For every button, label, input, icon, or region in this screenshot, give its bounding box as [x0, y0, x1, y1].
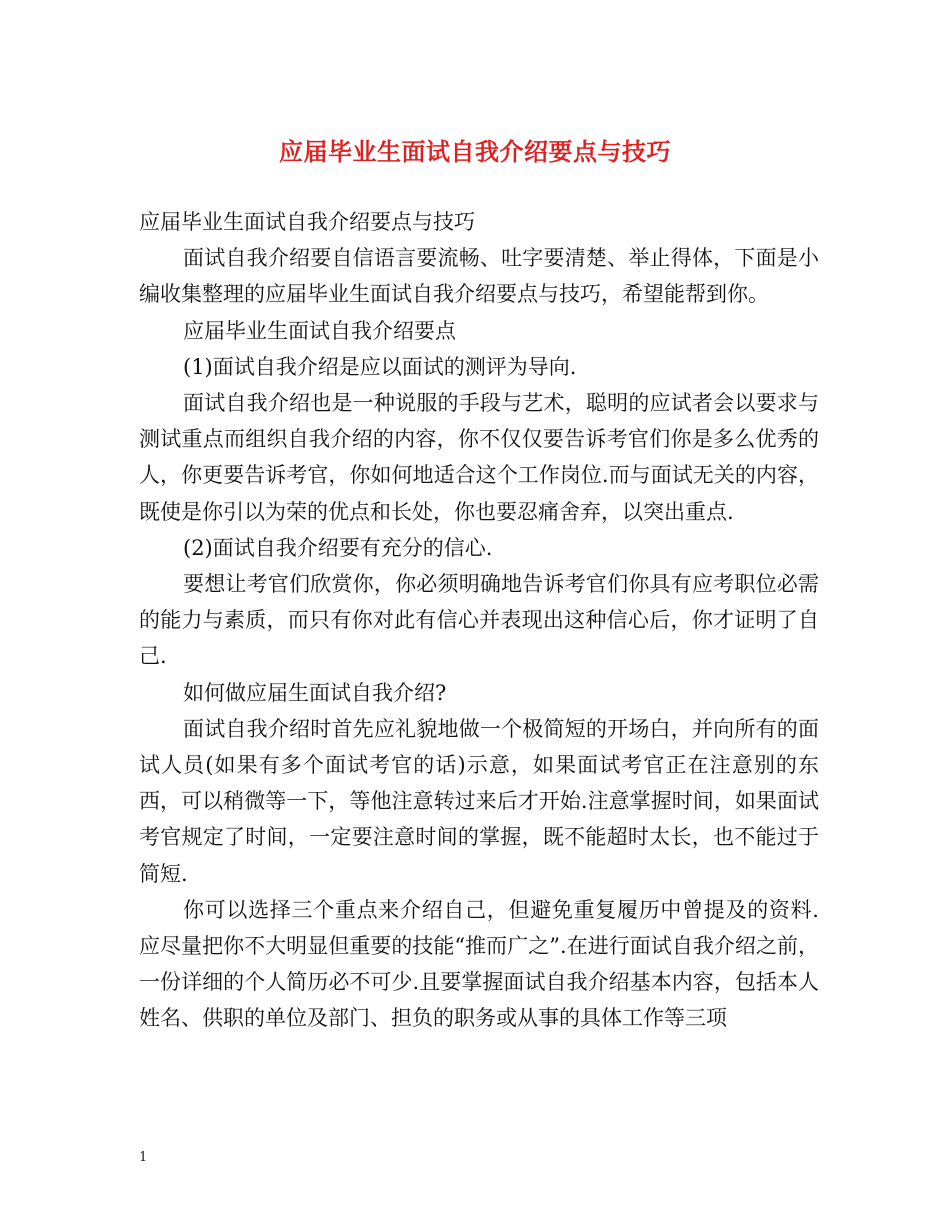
paragraph: 应届毕业生面试自我介绍要点与技巧 — [139, 210, 475, 234]
document-body — [139, 204, 819, 1037]
paragraph: (1)面试自我介绍是应以面试的测评为导向. — [183, 354, 577, 379]
paragraph: 面试自我介绍也是一种说服的手段与艺术，聪明的应试者会以要求与测试重点而组织自我介绍的内容，你不仅仅要告诉考官们你是多么优秀的人，你更要告诉考官，你如何地适合这个工作岗位.而与面试无关的内容，既使是你引以为荣的优点和长处，你也要忍痛舍弃，以突出重点. — [139, 391, 819, 524]
document-title: 应届毕业生面试自我介绍要点与技巧 — [279, 137, 671, 166]
page-number: 1 — [139, 1150, 148, 1165]
section-heading: 应届毕业生面试自我介绍要点 — [183, 318, 456, 343]
paragraph: 面试自我介绍要自信语言要流畅、吐字要清楚、举止得体，下面是小编收集整理的应届毕业生面试自我介绍要点与技巧，希望能帮到你。 — [139, 246, 819, 307]
paragraph: (2)面试自我介绍要有充分的信心. — [183, 535, 493, 560]
section-heading: 如何做应届生面试自我介绍? — [183, 680, 447, 705]
paragraph: 面试自我介绍时首先应礼貌地做一个极简短的开场白，并向所有的面试人员(如果有多个面试考官的话)示意，如果面试考官正在注意别的东西，可以稍微等一下，等他注意转过来后才开始.注意掌握时间，如果面试考官规定了时间，一定要注意时间的掌握，既不能超时太长，也不能过于简短. — [139, 716, 819, 886]
paragraph: 你可以选择三个重点来介绍自己，但避免重复履历中曾提及的资料.应尽量把你不大明显但重要的技能“推而广之”.在进行面试自我介绍之前，一份详细的个人简历必不可少.且要掌握面试自我介绍基本内容，包括本人姓名、供职的单位及部门、担负的职务或从事的具体工作等三项 — [139, 897, 819, 1031]
paragraph: 要想让考官们欣赏你，你必须明确地告诉考官们你具有应考职位必需的能力与素质，而只有你对此有信心并表现出这种信心后，你才证明了自己. — [139, 572, 819, 669]
